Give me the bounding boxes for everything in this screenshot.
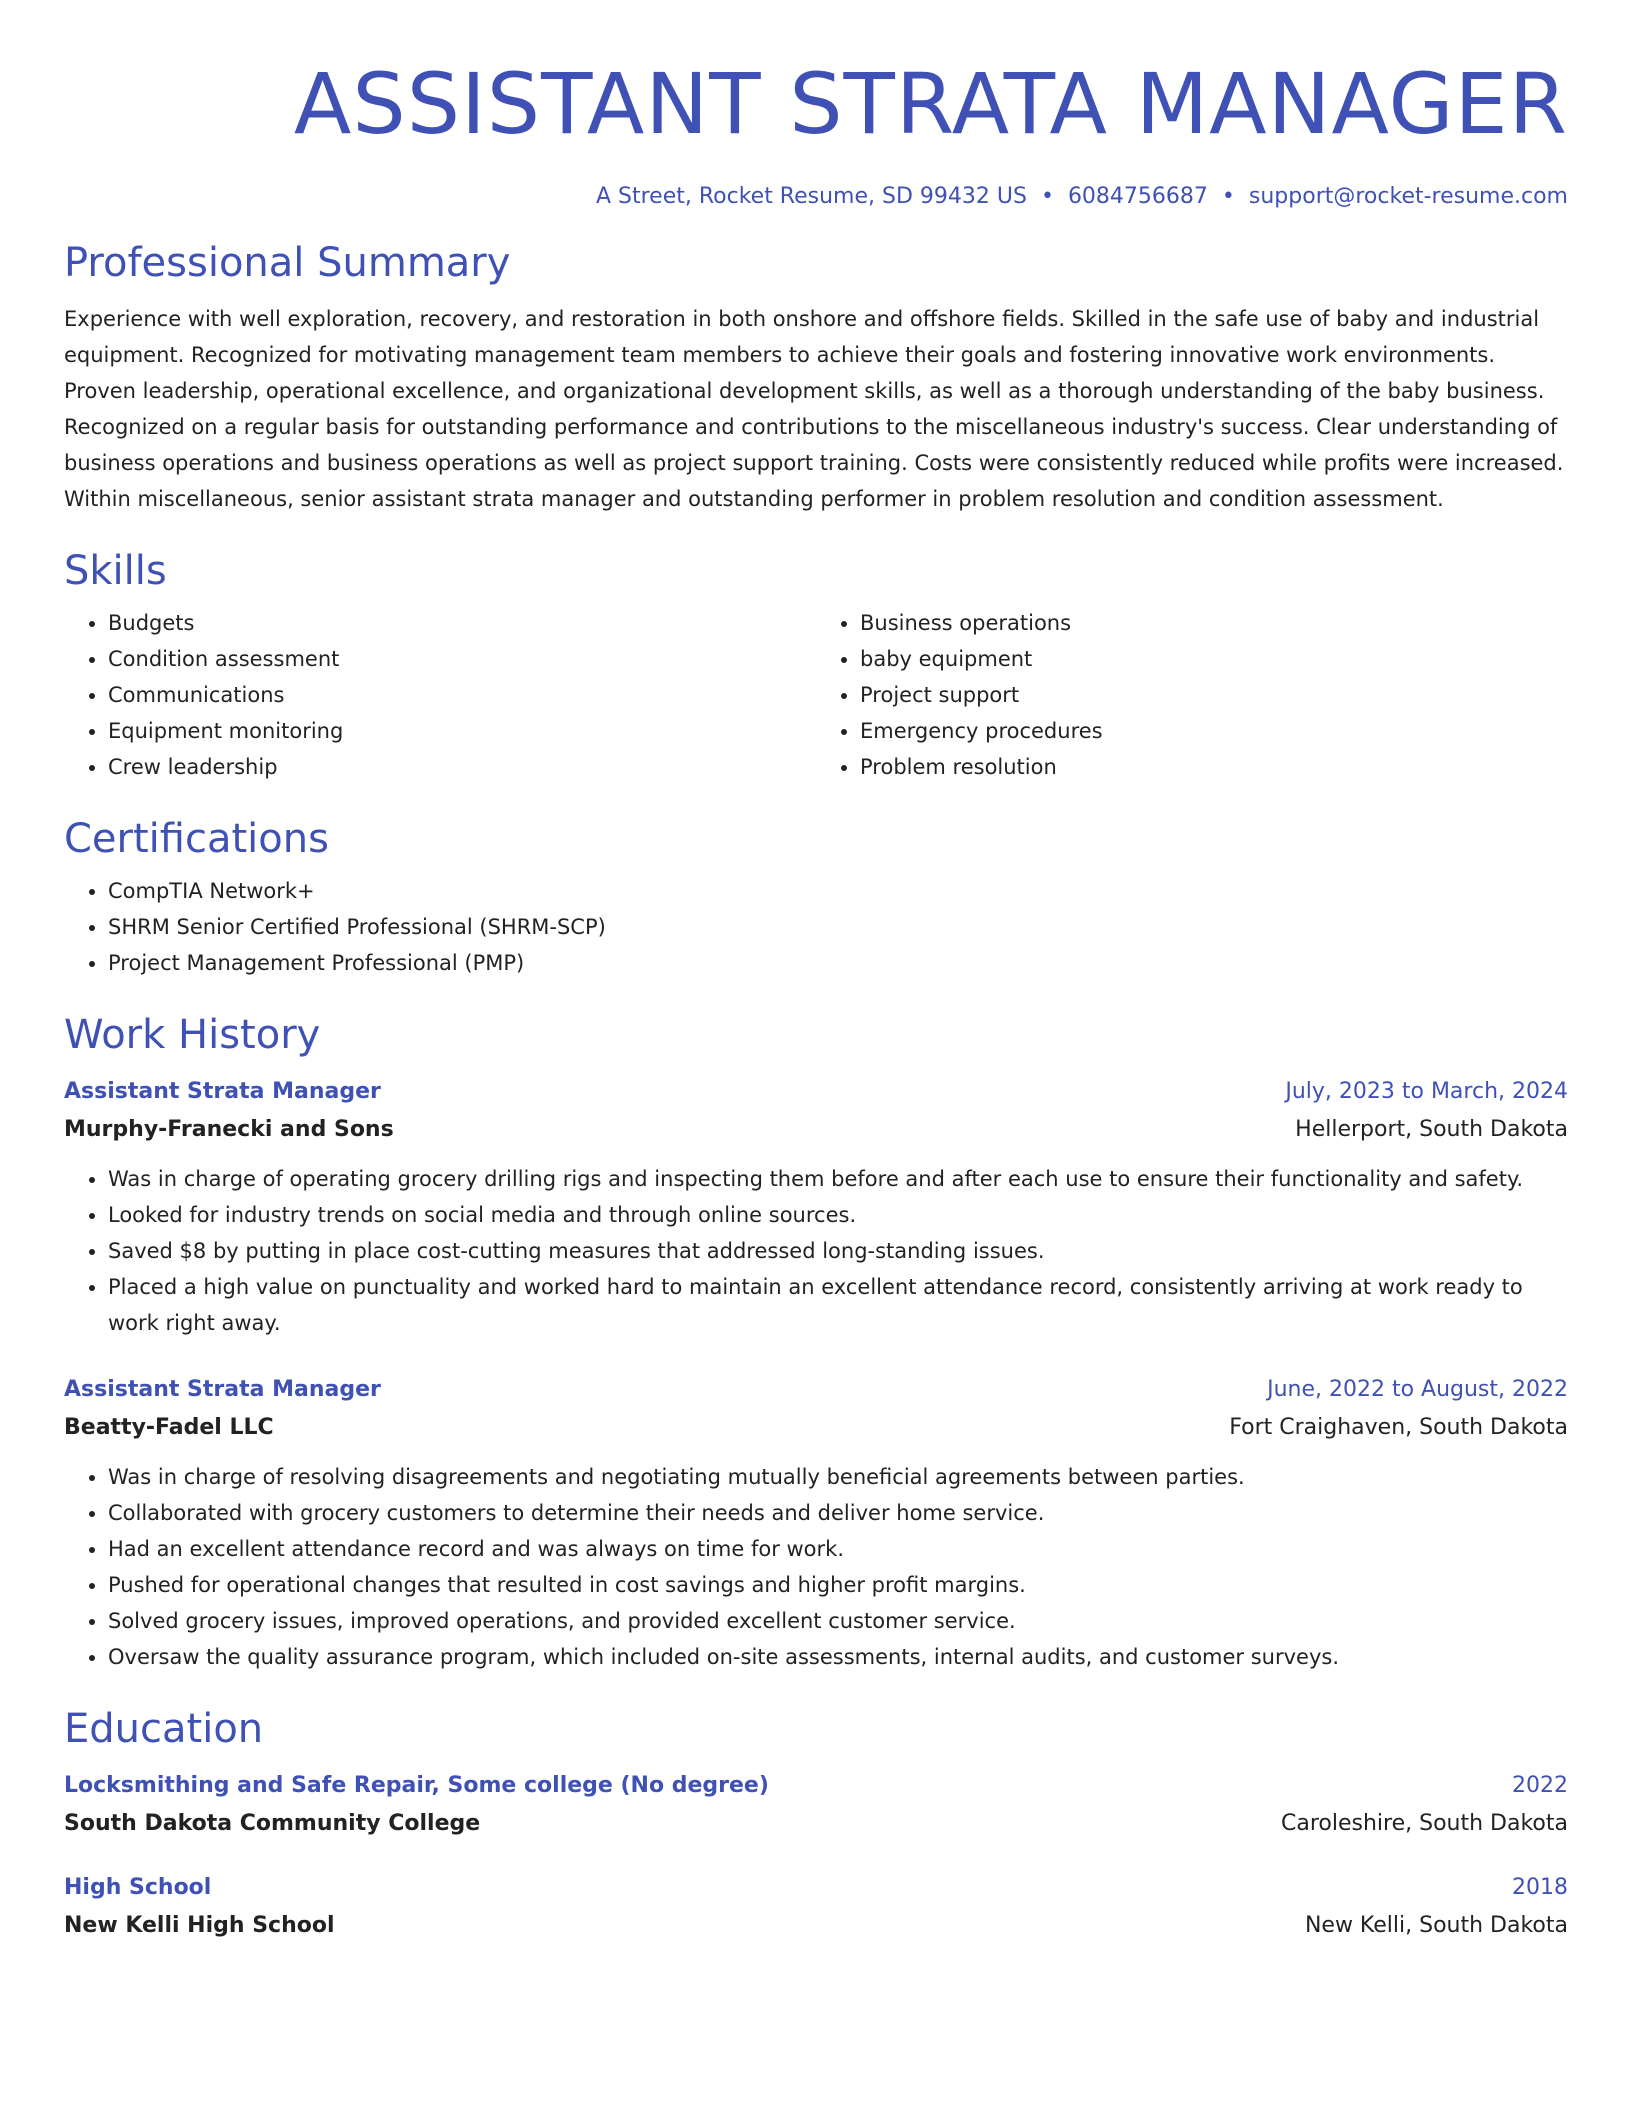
summary-text: Experience with well exploration, recovery, and restoration in both onshore and offshore fields. Skilled in the safe use of baby and industrial equipment. Recognized for motivating management team members to achieve their goals and fostering innovative work environments. Proven leadership, operational excellence, and organizational development skills, as well as a thorough understanding of the baby business. Recognized on a regular basis for outstanding performance and contributions to the miscellaneous industry's success. Clear understanding of business operations and business operations as well as project support training. Costs were consistently reduced while profits were increased. Within miscellaneous, senior assistant strata manager and outstanding performer in problem resolution and condition assessment.	[64, 307, 1564, 511]
skill-item: • Condition assessment	[108, 641, 816, 677]
job-location: Hellerport, South Dakota	[1295, 1117, 1568, 1142]
skill-item: • Budgets	[108, 605, 816, 641]
job-bullet: • Was in charge of operating grocery drilling rigs and inspecting them before and after each use to ensure their functionality and safety.	[108, 1161, 1568, 1197]
job-company-row	[64, 1111, 1568, 1149]
job-company: Beatty-Fadel LLC	[64, 1415, 274, 1440]
separator-dot: •	[1221, 184, 1235, 209]
certification-item: • Project Management Professional (PMP)	[108, 945, 1568, 981]
separator-dot: •	[1040, 184, 1054, 209]
skills-section	[64, 545, 1568, 785]
skills-list-right	[816, 605, 1568, 785]
education-year: 2018	[1512, 1875, 1568, 1900]
job-bullet: • Saved $8 by putting in place cost-cutting measures that addressed long-standing issues.	[108, 1233, 1568, 1269]
education-year: 2022	[1512, 1773, 1568, 1798]
job-title-row	[64, 1073, 1568, 1111]
skill-item: • baby equipment	[860, 641, 1568, 677]
job-bullet: • Solved grocery issues, improved operations, and provided excellent customer service.	[108, 1603, 1568, 1639]
job-bullets	[64, 1459, 1568, 1675]
job-bullet: • Collaborated with grocery customers to determine their needs and deliver home service.	[108, 1495, 1568, 1531]
certifications-list	[64, 873, 1568, 981]
job-dates: June, 2022 to August, 2022	[1267, 1377, 1568, 1402]
address: A Street, Rocket Resume, SD 99432 US	[595, 184, 1027, 209]
skills-list-left	[64, 605, 816, 785]
job-entry	[64, 1073, 1568, 1341]
job-title: Assistant Strata Manager	[64, 1079, 381, 1104]
job-bullet: • Looked for industry trends on social media and through online sources.	[108, 1197, 1568, 1233]
job-title-heading: ASSISTANT STRATA MANAGER	[293, 55, 1568, 153]
summary-section	[64, 237, 1568, 517]
job-bullet: • Placed a high value on punctuality and worked hard to maintain an excellent attendance record, consistently arriving at work ready to work right away.	[108, 1269, 1568, 1341]
summary-heading: Professional Summary	[64, 240, 511, 286]
job-bullet: • Oversaw the quality assurance program, which included on-site assessments, internal audits, and customer surveys.	[108, 1639, 1568, 1675]
job-location: Fort Craighaven, South Dakota	[1229, 1415, 1568, 1440]
education-degree: High School	[64, 1875, 212, 1900]
job-company: Murphy-Franecki and Sons	[64, 1117, 394, 1142]
certification-item: • CompTIA Network+	[108, 873, 1568, 909]
skills-grid	[64, 605, 1568, 785]
job-bullets	[64, 1161, 1568, 1341]
skill-item: • Equipment monitoring	[108, 713, 816, 749]
certification-item: • SHRM Senior Certified Professional (SHRM-SCP)	[108, 909, 1568, 945]
education-degree: Locksmithing and Safe Repair, Some college (No degree)	[64, 1773, 769, 1798]
skill-item: • Crew leadership	[108, 749, 816, 785]
skill-item: • Project support	[860, 677, 1568, 713]
skill-item: • Business operations	[860, 605, 1568, 641]
education-section	[64, 1703, 1568, 1945]
work-history-heading: Work History	[64, 1012, 321, 1058]
education-degree-row	[64, 1767, 1568, 1805]
skill-item: • Communications	[108, 677, 816, 713]
education-entry	[64, 1869, 1568, 1945]
education-school-row	[64, 1907, 1568, 1945]
skill-item: • Problem resolution	[860, 749, 1568, 785]
education-heading: Education	[64, 1706, 264, 1752]
education-location: Caroleshire, South Dakota	[1281, 1811, 1568, 1836]
education-entry	[64, 1767, 1568, 1843]
job-bullet: • Was in charge of resolving disagreements and negotiating mutually beneficial agreements between parties.	[108, 1459, 1568, 1495]
job-dates: July, 2023 to March, 2024	[1285, 1079, 1568, 1104]
email-link[interactable]: support@rocket-resume.com	[1248, 184, 1568, 209]
contact-line	[64, 184, 1568, 209]
education-school-row	[64, 1805, 1568, 1843]
job-bullet: • Pushed for operational changes that resulted in cost savings and higher profit margins.	[108, 1567, 1568, 1603]
job-bullet: • Had an excellent attendance record and was always on time for work.	[108, 1531, 1568, 1567]
job-entry	[64, 1371, 1568, 1675]
education-location: New Kelli, South Dakota	[1304, 1913, 1568, 1938]
education-school: South Dakota Community College	[64, 1811, 481, 1836]
education-school: New Kelli High School	[64, 1913, 335, 1938]
job-title: Assistant Strata Manager	[64, 1377, 381, 1402]
phone: 6084756687	[1067, 184, 1208, 209]
skills-heading: Skills	[64, 548, 167, 594]
certifications-section	[64, 813, 1568, 981]
skill-item: • Emergency procedures	[860, 713, 1568, 749]
job-company-row	[64, 1409, 1568, 1447]
education-degree-row	[64, 1869, 1568, 1907]
job-title-row	[64, 1371, 1568, 1409]
certifications-heading: Certifications	[64, 816, 329, 862]
work-history-section	[64, 1009, 1568, 1675]
resume-header	[64, 56, 1568, 209]
